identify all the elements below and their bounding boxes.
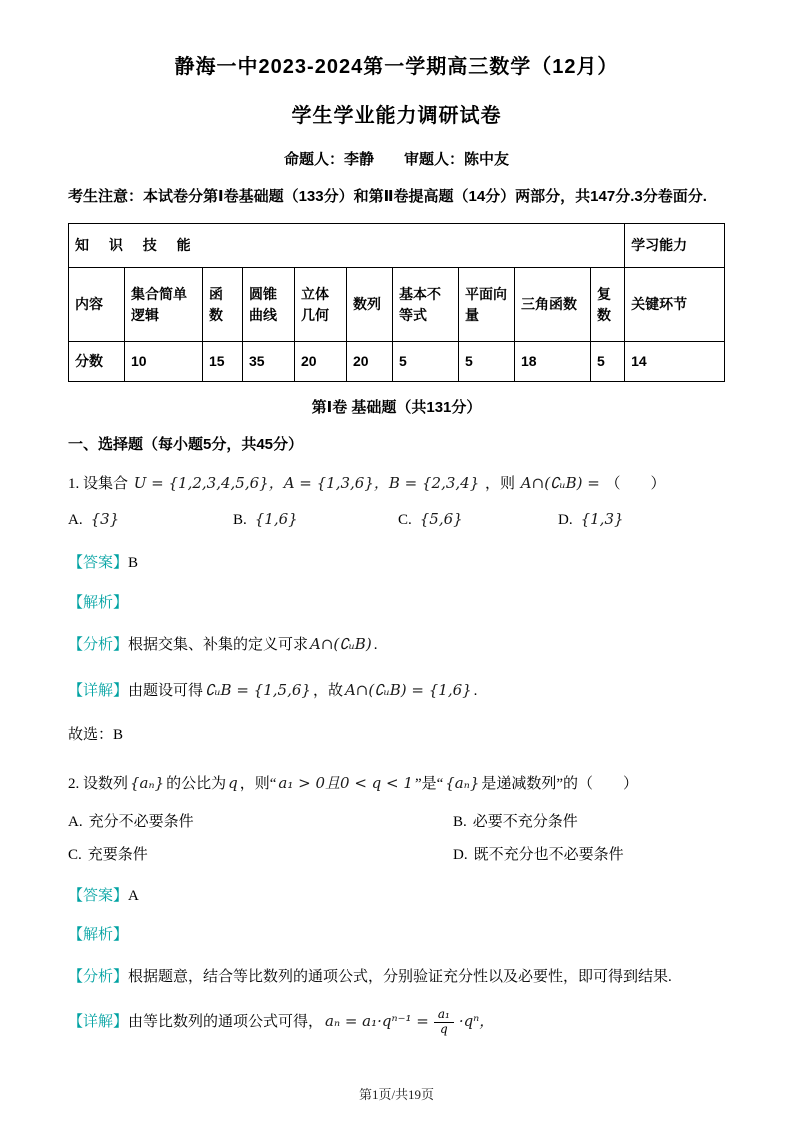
question-1-stem <box>68 470 725 498</box>
q1-option-c-value: {5,6} <box>419 510 463 528</box>
table-score-cell: 14 <box>625 342 725 382</box>
q1-option-c <box>398 510 558 529</box>
q1-xiangjie-marker: 【详解】 <box>68 682 129 699</box>
table-col-cell: 函数 <box>203 268 243 342</box>
q1-option-c-label: C. <box>398 512 412 528</box>
q2-stem-mid2: ，则“ <box>239 775 277 792</box>
q2-fenxi-line <box>68 963 725 992</box>
q2-stem-prefix: 2. 设数列 <box>68 775 129 792</box>
q2-option-b-label: B. <box>453 813 467 830</box>
q1-xiangjie-math1: ∁ᵤB = {1,5,6} <box>205 680 311 699</box>
q1-answer-blank: （ ） <box>605 476 666 492</box>
q1-xiangjie-math2: A∩(∁ᵤB) = {1,6} <box>344 680 472 699</box>
q1-xiangjie-line <box>68 676 725 706</box>
q2-xiangjie-text: 由等比数列的通项公式可得， <box>128 1014 324 1030</box>
q2-stem-mid3: ”是“ <box>414 775 444 792</box>
page-number-footer: 第1页/共19页 <box>358 1086 435 1102</box>
q1-jiexi-marker: 【解析】 <box>68 594 129 611</box>
q2-xiangjie-math2: ·qⁿ， <box>458 1012 495 1030</box>
table-score-cell: 5 <box>393 342 459 382</box>
q1-fenxi-math: A∩(∁ᵤB) <box>310 635 372 653</box>
table-col-cell: 内容 <box>69 268 125 342</box>
exam-title-line1: 静海一中2023-2024第一学期高三数学（12月） <box>174 56 619 78</box>
skills-header-cell: 知 识 技 能 <box>69 224 625 268</box>
q2-answer-value: A <box>128 887 139 904</box>
table-col-cell: 圆锥曲线 <box>243 268 295 342</box>
q1-fenxi-line <box>68 630 725 660</box>
table-score-cell: 5 <box>459 342 515 382</box>
q2-fraction-denominator: q <box>439 1022 448 1037</box>
table-col-cell: 三角函数 <box>515 268 591 342</box>
q1-jiexi-line <box>68 591 725 617</box>
q2-fenxi-text: 根据题意，结合等比数列的通项公式，分别验证充分性以及必要性，即可得到结果. <box>128 968 672 985</box>
table-score-cell: 5 <box>591 342 625 382</box>
table-score-cell: 35 <box>243 342 295 382</box>
table-row-columns <box>69 268 725 342</box>
part-1-title: 第Ⅰ卷 基础题（共131分） <box>311 399 482 416</box>
q2-option-d <box>453 843 725 864</box>
q2-option-c-value: 充要条件 <box>87 846 148 863</box>
q2-xiangjie-line <box>68 1007 725 1037</box>
table-col-cell: 复数 <box>591 268 625 342</box>
q2-math-sequence: {aₙ} <box>130 773 165 792</box>
q1-xiangjie-text2: ，故 <box>312 682 343 699</box>
q2-option-a <box>68 810 453 831</box>
q2-math-ratio: q <box>228 773 238 792</box>
q1-xiangjie-text1: 由题设可得 <box>128 682 204 699</box>
q2-option-c-label: C. <box>68 846 82 863</box>
q2-option-b-value: 必要不充分条件 <box>472 813 578 830</box>
byline: 命题人：李静 审题人：陈中友 <box>283 151 509 168</box>
q1-option-a-value: {3} <box>90 510 120 528</box>
q1-answer-value: B <box>128 555 139 571</box>
table-score-cell: 10 <box>125 342 203 382</box>
q1-option-b-label: B. <box>233 512 247 528</box>
q2-option-c <box>68 843 453 864</box>
q2-stem-mid4: 是递减数列”的（ ） <box>481 775 639 792</box>
q1-conclusion: 故选：B <box>68 727 124 743</box>
q1-option-d <box>558 510 725 529</box>
q2-option-d-value: 既不充分也不必要条件 <box>473 846 624 863</box>
table-col-cell: 平面向量 <box>459 268 515 342</box>
q2-answer-line <box>68 884 725 910</box>
question-1-options <box>68 510 725 529</box>
q1-stem-mid: ，则 <box>485 476 516 492</box>
q2-xiangjie-marker: 【详解】 <box>68 1014 129 1030</box>
table-score-cell: 20 <box>347 342 393 382</box>
exam-notice: 考生注意：本试卷分第Ⅰ卷基础题（133分）和第Ⅱ卷提高题（14分）两部分，共147分.3分卷面分. <box>68 188 707 205</box>
q2-math-sequence2: {aₙ} <box>445 773 480 792</box>
table-col-cell: 关键环节 <box>625 268 725 342</box>
q1-answer-marker: 【答案】 <box>68 555 129 571</box>
score-table <box>68 223 725 382</box>
q2-math-condition: a₁ > 0且0 < q < 1 <box>278 773 413 792</box>
q2-xiangjie-math1: aₙ = a₁·qⁿ⁻¹ = <box>325 1012 429 1030</box>
q1-option-d-label: D. <box>558 512 573 528</box>
table-score-cell: 15 <box>203 342 243 382</box>
q2-fenxi-marker: 【分析】 <box>68 968 129 985</box>
q1-fenxi-text: 根据交集、补集的定义可求 <box>128 637 309 653</box>
q1-option-a <box>68 510 233 529</box>
q1-math-expression: A∩(∁ᵤB) = <box>520 474 600 492</box>
question-2-options-row1 <box>68 810 725 831</box>
question-2 <box>68 770 725 1037</box>
ability-header-cell: 学习能力 <box>625 224 725 268</box>
q2-fraction <box>434 1008 454 1037</box>
table-col-cell: 集合简单逻辑 <box>125 268 203 342</box>
q1-option-a-label: A. <box>68 512 83 528</box>
q1-option-b-value: {1,6} <box>254 510 298 528</box>
question-2-stem <box>68 770 725 798</box>
q2-option-b <box>453 810 725 831</box>
table-score-cell: 分数 <box>69 342 125 382</box>
table-col-cell: 立体几何 <box>295 268 347 342</box>
q1-option-d-value: {1,3} <box>580 510 624 528</box>
exam-title-line2: 学生学业能力调研试卷 <box>291 105 502 127</box>
q1-fenxi-marker: 【分析】 <box>68 637 129 653</box>
table-score-cell: 20 <box>295 342 347 382</box>
q1-answer-line <box>68 551 725 577</box>
q2-jiexi-line <box>68 923 725 949</box>
table-col-cell: 数列 <box>347 268 393 342</box>
q1-stem-prefix: 1. 设集合 <box>68 476 129 492</box>
table-col-cell: 基本不等式 <box>393 268 459 342</box>
q2-option-a-label: A. <box>68 813 83 830</box>
q1-option-b <box>233 510 398 529</box>
table-score-cell: 18 <box>515 342 591 382</box>
table-row-headers <box>69 224 725 268</box>
q2-jiexi-marker: 【解析】 <box>68 927 129 943</box>
q1-fenxi-period: . <box>373 637 378 653</box>
table-row-scores <box>69 342 725 382</box>
q2-fraction-numerator: a₁ <box>434 1008 454 1023</box>
q2-option-d-label: D. <box>453 846 468 863</box>
q2-option-a-value: 充分不必要条件 <box>88 813 194 830</box>
q2-stem-mid1: 的公比为 <box>166 775 227 792</box>
q1-xiangjie-period: . <box>473 682 478 699</box>
question-2-options-row2 <box>68 843 725 864</box>
section-choice-title: 一、选择题（每小题5分，共45分） <box>68 436 304 453</box>
q1-math-sets: U = {1,2,3,4,5,6}，A = {1,3,6}，B = {2,3,4} <box>133 474 480 492</box>
q2-answer-marker: 【答案】 <box>68 887 129 904</box>
question-1 <box>68 470 725 750</box>
